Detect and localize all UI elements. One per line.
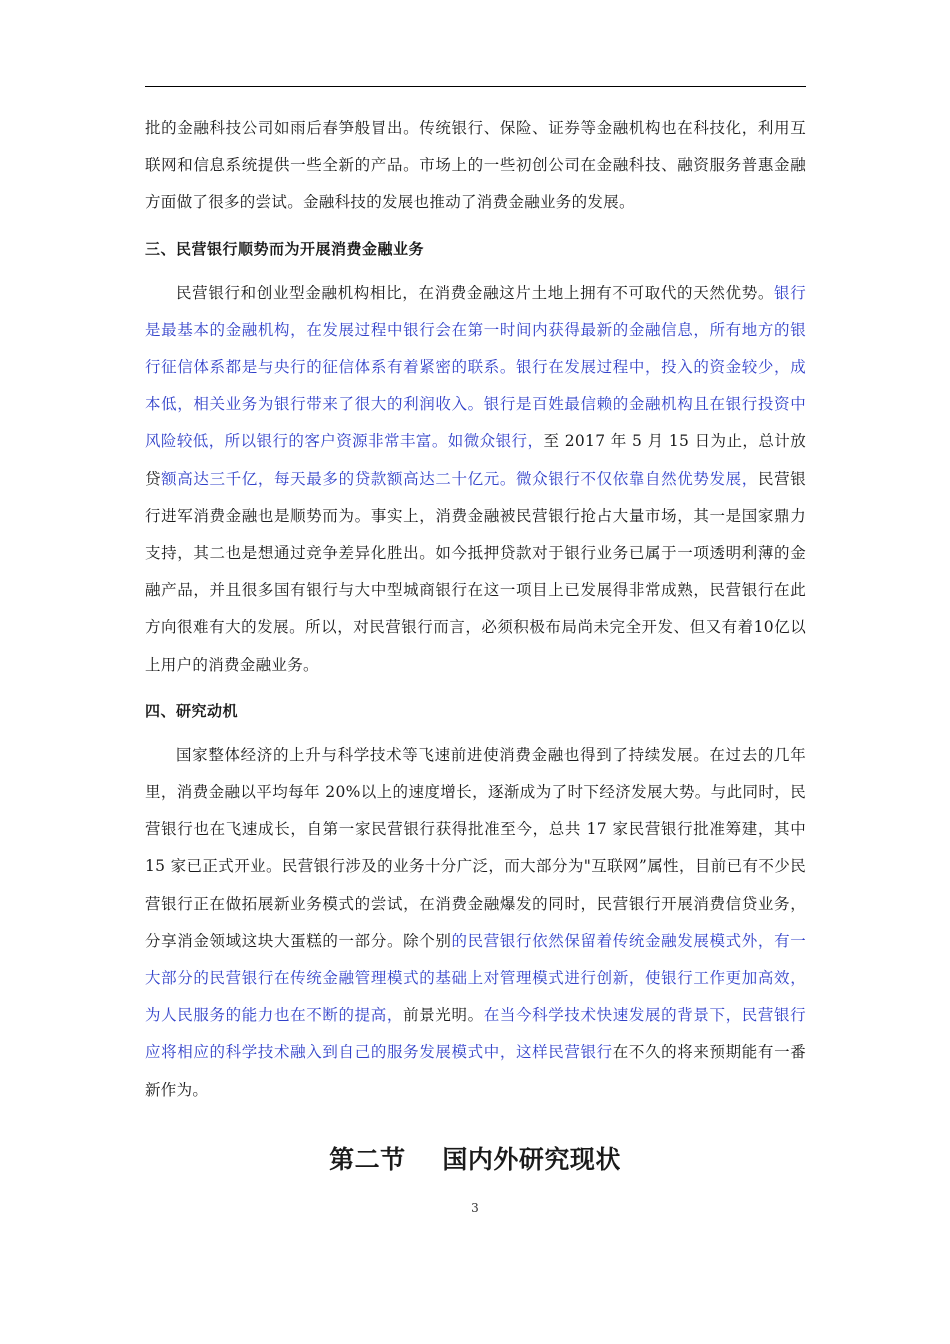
paragraph-private-banks — [145, 275, 806, 684]
text-segment: 民营银行进军消费金融也是顺势而为。事实上，消费金融被民营银行抢占大量市场，其一是国家鼎力支持，其二也是想通过竞争差异化胜出。如今抵押贷款对于银行业务已属于一项透明利薄的金融产品，并且很多国有银行与大中型城商银行在这一项目上已发展得非常成熟，民营银行在此方向很难有大的发展。所以，对民营银行而言，必须积极布局尚未完全开发、但又有着10亿以上用户的消费金融业务。 — [145, 469, 806, 674]
highlighted-text-segment: 额高达三千亿，每天最多的贷款额高达二十亿元。微众银行不仅依靠自然优势发展， — [161, 469, 758, 488]
highlighted-text-segment: 银行是最基本的金融机构，在发展过程中银行会在第一时间内获得最新的金融信息，所有地方的银行征信体系都是与央行的征信体系有着紧密的联系。银行在发展过程中，投入的资金较少，成本低，相关业务为银行带来了很大的利润收入。银行是百姓最信赖的金融机构且在银行投资中风险较低，所以银行的客户资源非常丰富。如微众银行， — [145, 283, 806, 451]
document-body — [145, 110, 806, 1109]
highlighted-text-segment: 在当今科学技术快速发展的背景下，民营银行应将相应的科学技术融入到自己的服务发展模式中，这样民营银行 — [145, 1006, 806, 1062]
text-segment: 至 2017 年 5 月 15 日为止，总计放贷 — [145, 432, 806, 488]
paragraph-research-motivation — [145, 737, 806, 1109]
highlighted-text-segment: 的民营银行依然保留着传统金融发展模式外，有一大部分的民营银行在传统金融管理模式的基础上对管理模式进行创新，使银行工作更加高效，为人民服务的能力也在不断的提高， — [145, 931, 806, 1025]
section-heading-3: 三、民营银行顺势而为开展消费金融业务 — [145, 239, 425, 258]
text-segment: 国家整体经济的上升与科学技术等飞速前进使消费金融也得到了持续发展。在过去的几年里，消费金融以平均每年 20%以上的速度增长，逐渐成为了时下经济发展大势。与此同时，民营银行也在飞速成长，自第一家民营银行获得批准至今，总共 17 家民营银行批准筹建，其中 15 家已正式开业。民营银行涉及的业务十分广泛，而大部分为"互联网”属性，目前已有不少民营银行正在做拓展新业务模式的尝试，在消费金融爆发的同时，民营银行开展消费信贷业务，分享消金领域这块大蛋糕的一部分。除个别 — [145, 745, 806, 950]
section-title: 第二节 国内外研究现状 — [329, 1145, 621, 1174]
text-segment: 前景光明。 — [403, 1006, 484, 1025]
page-number: 3 — [471, 1201, 479, 1215]
text-segment: 民营银行和创业型金融机构相比，在消费金融这片土地上拥有不可取代的天然优势。 — [176, 283, 775, 302]
text-segment: 在不久的将来预期能有一番新作为。 — [145, 1043, 806, 1099]
paragraph-continuation: 批的金融科技公司如雨后春笋般冒出。传统银行、保险、证券等金融机构也在科技化，利用互联网和信息系统提供一些全新的产品。市场上的一些初创公司在金融科技、融资服务普惠金融方面做了很多的尝试。金融科技的发展也推动了消费金融业务的发展。 — [145, 119, 806, 212]
header-rule — [145, 86, 806, 87]
section-heading-4: 四、研究动机 — [145, 701, 239, 720]
